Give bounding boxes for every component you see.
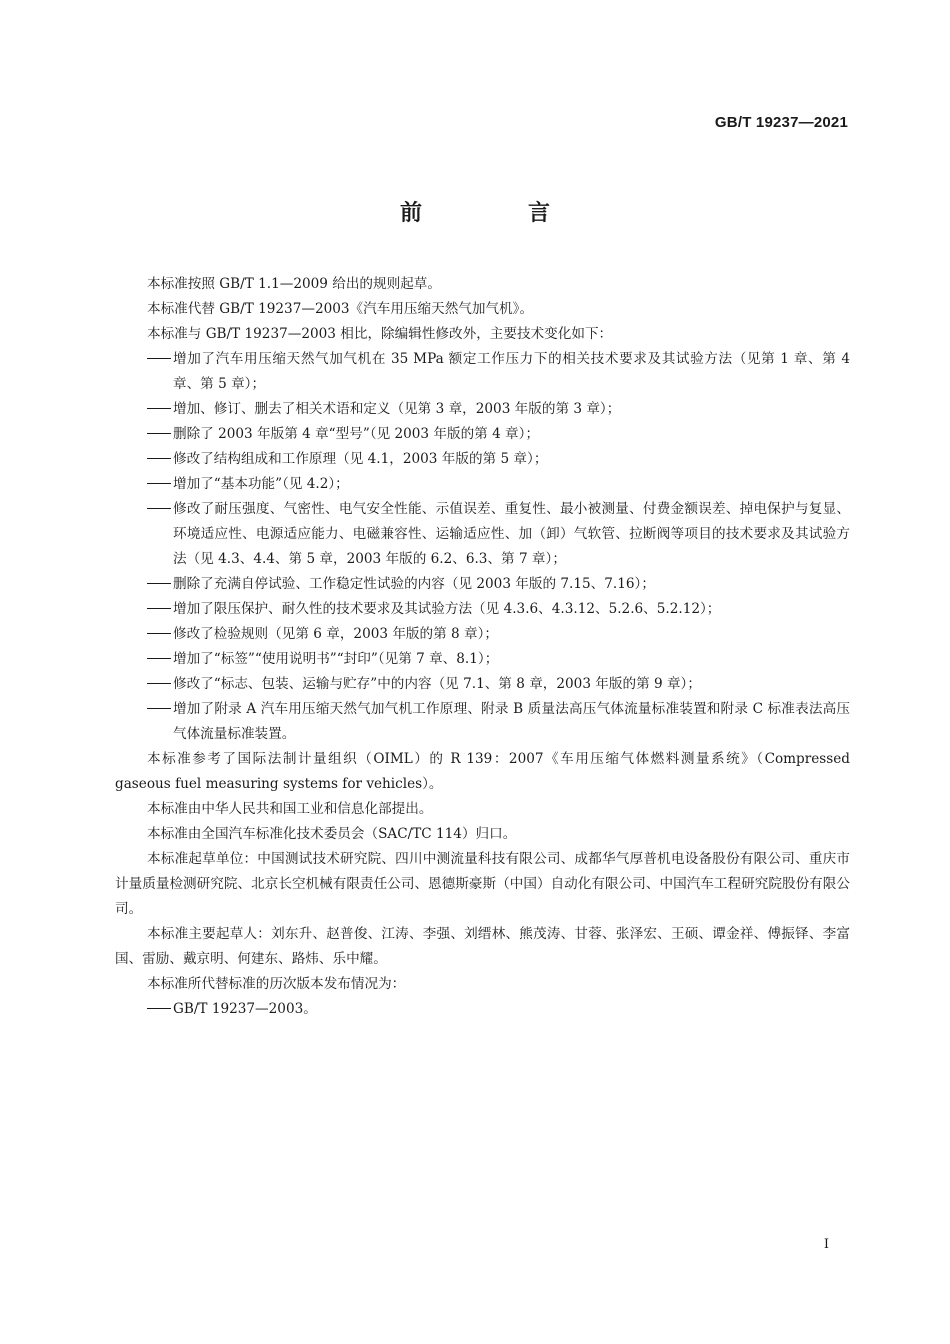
em-dash-marker — [115, 422, 173, 447]
paragraph-replaces: 本标准代替 GB/T 19237—2003《汽车用压缩天然气加气机》。 — [147, 301, 534, 317]
paragraph-changes-intro: 本标准与 GB/T 19237—2003 相比，除编辑性修改外，主要技术变化如下： — [147, 326, 613, 342]
change-item-text: 修改了耐压强度、气密性、电气安全性能、示值误差、重复性、最小被测量、付费金额误差、掉电保护与复显、环境适应性、电源适应能力、电磁兼容性、运输适应性、加（卸）气软管、拉断阀等项目的技术要求及其试验方法（见 4.3、4.4、第 5 章，2003 年版的 6.2、6.3、第 7 章）； — [173, 501, 850, 567]
change-item-text: 增加了“标签”“使用说明书”“封印”（见第 7 章、8.1）； — [173, 651, 499, 667]
change-list-item — [115, 447, 850, 472]
change-item-text: 修改了“标志、包装、运输与贮存”中的内容（见 7.1、第 8 章，2003 年版的第 9 章）； — [173, 676, 701, 692]
previous-version-item — [115, 997, 850, 1022]
change-item-text: 删除了充满自停试验、工作稳定性试验的内容（见 2003 年版的 7.15、7.16）； — [173, 576, 655, 592]
em-dash-marker — [115, 997, 173, 1022]
em-dash-marker — [115, 497, 173, 572]
previous-version-text: GB/T 19237—2003。 — [173, 1001, 317, 1017]
change-item-text: 增加、修订、删去了相关术语和定义（见第 3 章，2003 年版的第 3 章）； — [173, 401, 621, 417]
paragraph-proposed-by: 本标准由中华人民共和国工业和信息化部提出。 — [147, 801, 433, 817]
change-item-text: 修改了结构组成和工作原理（见 4.1，2003 年版的第 5 章）； — [173, 451, 548, 467]
paragraph-version-history-intro: 本标准所代替标准的历次版本发布情况为： — [147, 976, 406, 992]
standard-number: GB/T 19237—2021 — [714, 114, 848, 131]
em-dash-marker — [115, 397, 173, 422]
change-list-item — [115, 647, 850, 672]
em-dash-marker — [115, 622, 173, 647]
page-number: Ⅰ — [823, 1237, 829, 1252]
change-list-item — [115, 572, 850, 597]
change-list-item — [115, 497, 850, 572]
paragraph-drafting-rules: 本标准按照 GB/T 1.1—2009 给出的规则起草。 — [147, 276, 441, 292]
change-list-item — [115, 472, 850, 497]
change-list-item — [115, 397, 850, 422]
em-dash-marker — [115, 447, 173, 472]
page-title: 前 言 — [399, 201, 592, 226]
em-dash-marker — [115, 672, 173, 697]
em-dash-marker — [115, 347, 173, 397]
foreword-body — [115, 272, 850, 1022]
change-list-item — [115, 622, 850, 647]
change-item-text: 增加了限压保护、耐久性的技术要求及其试验方法（见 4.3.6、4.3.12、5.2.6、5.2.12）； — [173, 601, 721, 617]
paragraph-drafters: 本标准主要起草人：刘东升、赵普俊、江涛、李强、刘缙林、熊茂涛、甘蓉、张泽宏、王硕、谭金祥、傅振铎、李富国、雷励、戴京明、何建东、路炜、乐中耀。 — [115, 926, 850, 967]
change-item-text: 修改了检验规则（见第 6 章，2003 年版的第 8 章）； — [173, 626, 498, 642]
paragraph-administered-by: 本标准由全国汽车标准化技术委员会（SAC/TC 114）归口。 — [147, 826, 517, 842]
em-dash-marker — [115, 572, 173, 597]
paragraph-reference-oiml: 本标准参考了国际法制计量组织（OIML）的 R 139：2007《车用压缩气体燃料测量系统》（Compressed gaseous fuel measuring systems for vehicles）。 — [115, 751, 850, 792]
change-list-item — [115, 697, 850, 747]
change-list-item — [115, 347, 850, 397]
change-list-item — [115, 422, 850, 447]
em-dash-marker — [115, 697, 173, 747]
em-dash-marker — [115, 597, 173, 622]
em-dash-marker — [115, 472, 173, 497]
change-item-text: 增加了“基本功能”（见 4.2）； — [173, 476, 349, 492]
paragraph-drafting-units: 本标准起草单位：中国测试技术研究院、四川中测流量科技有限公司、成都华气厚普机电设备股份有限公司、重庆市计量质量检测研究院、北京长空机械有限责任公司、恩德斯豪斯（中国）自动化有限公司、中国汽车工程研究院股份有限公司。 — [115, 851, 850, 917]
em-dash-marker — [115, 647, 173, 672]
change-list-item — [115, 672, 850, 697]
change-item-text: 增加了附录 A 汽车用压缩天然气加气机工作原理、附录 B 质量法高压气体流量标准装置和附录 C 标准表法高压气体流量标准装置。 — [173, 701, 850, 742]
change-list-item — [115, 597, 850, 622]
change-item-text: 增加了汽车用压缩天然气加气机在 35 MPa 额定工作压力下的相关技术要求及其试验方法（见第 1 章、第 4 章、第 5 章）； — [173, 351, 850, 392]
change-item-text: 删除了 2003 年版第 4 章“型号”（见 2003 年版的第 4 章）； — [173, 426, 540, 442]
